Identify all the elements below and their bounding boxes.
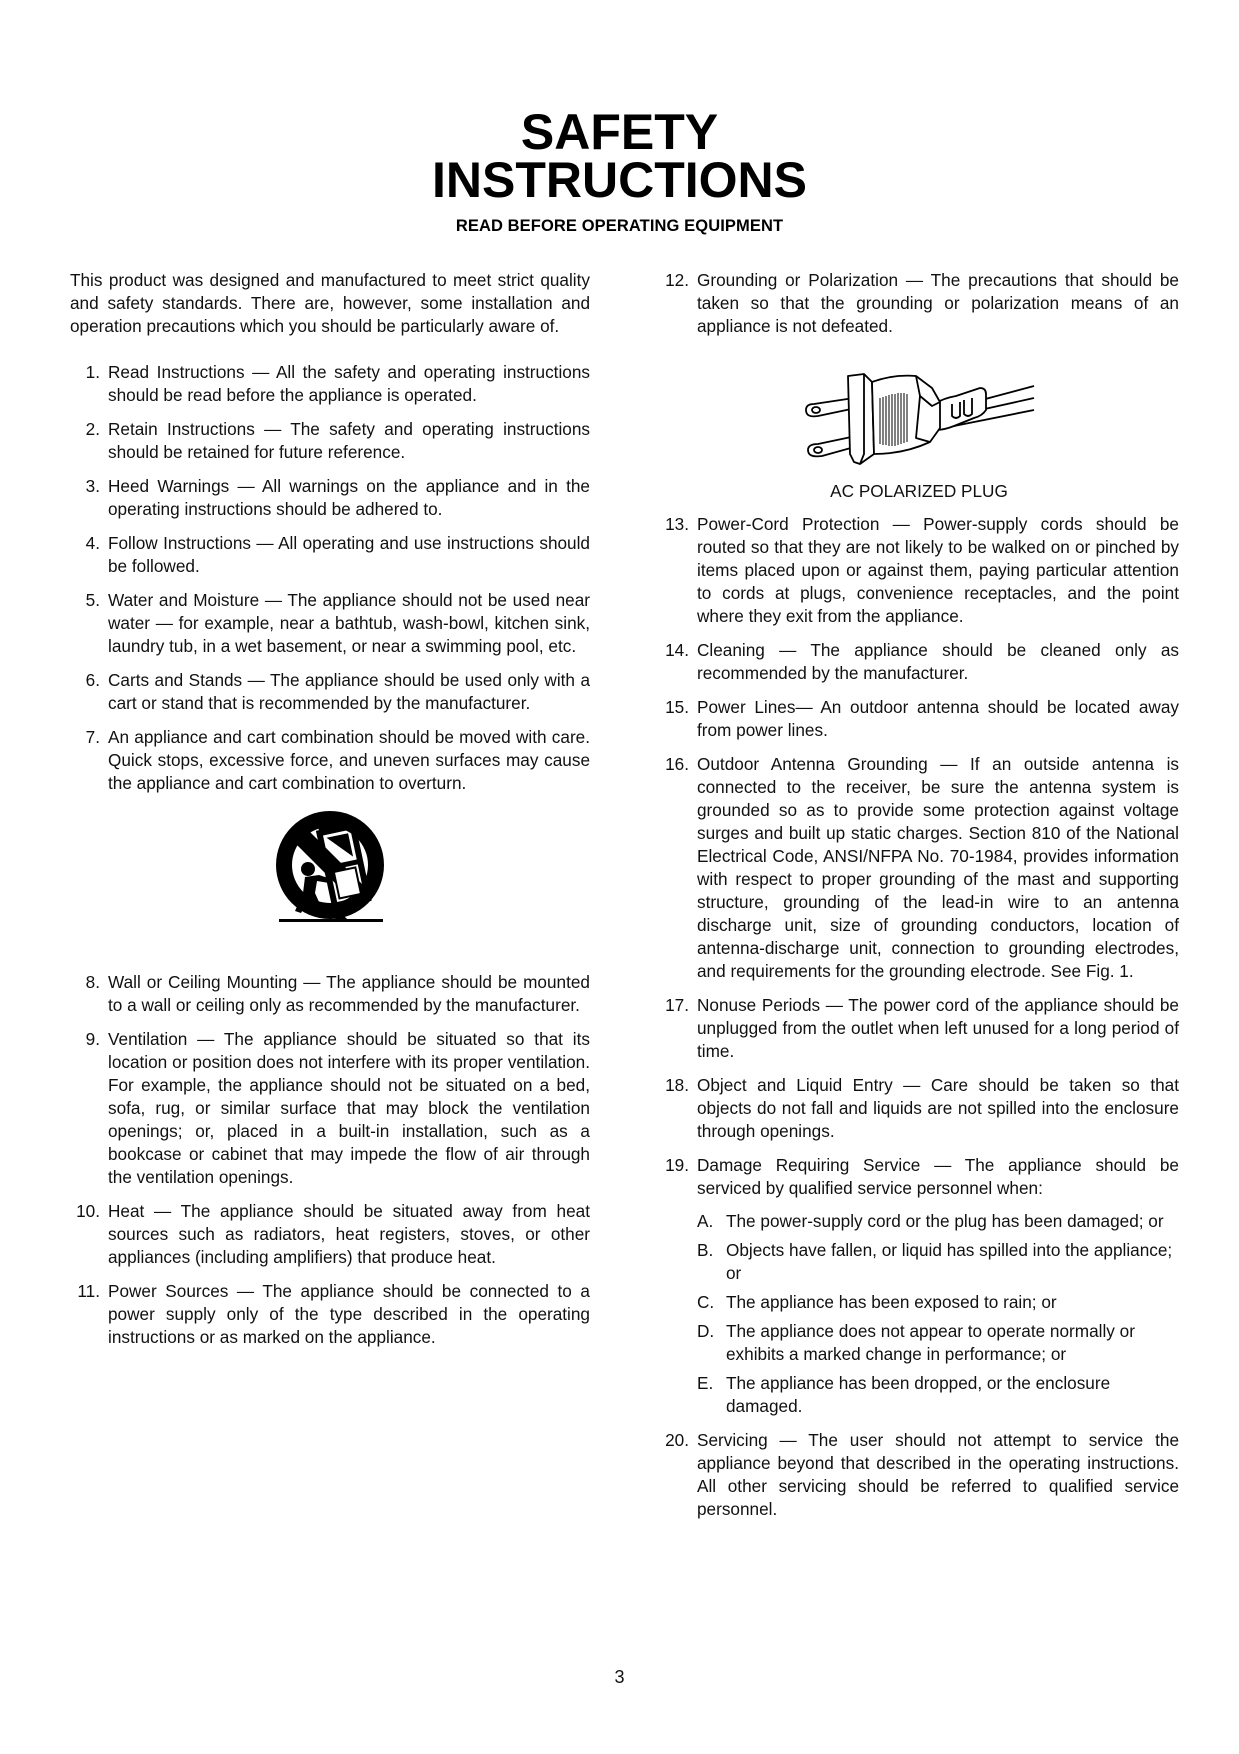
item-number: 16. xyxy=(665,754,689,774)
list-item xyxy=(70,532,590,578)
list-item xyxy=(70,589,590,658)
ac-polarized-plug-illustration xyxy=(794,358,1044,470)
page-header xyxy=(0,104,1239,236)
item-number: 4. xyxy=(85,533,100,553)
intro-paragraph: This product was designed and manufactured to meet strict quality and safety standards. There are, however, some installation and operation precautions which you should be particularly aware of. xyxy=(70,270,590,336)
damage-conditions-list xyxy=(697,1210,1179,1418)
list-item xyxy=(659,696,1179,742)
sub-item-letter: A. xyxy=(697,1211,714,1231)
item-number: 6. xyxy=(85,670,100,690)
plug-figure xyxy=(659,358,1179,503)
item-text: Heat — The appliance should be situated away from heat sources such as radiators, heat registers, stoves, or other appliances (including amplifiers) that produce heat. xyxy=(108,1201,590,1267)
sub-item-text: The appliance does not appear to operate normally or exhibits a marked change in performance; or xyxy=(726,1321,1135,1364)
item-number: 1. xyxy=(85,362,100,382)
page-number: 3 xyxy=(614,1667,625,1687)
item-text: Grounding or Polarization — The precautions that should be taken so that the grounding or polarization means of an appliance is not defeated. xyxy=(697,270,1179,336)
right-column xyxy=(659,269,1179,1532)
item-number: 9. xyxy=(85,1029,100,1049)
item-text: Follow Instructions — All operating and use instructions should be followed. xyxy=(108,533,590,576)
list-item xyxy=(659,1429,1179,1521)
item-number: 12. xyxy=(665,270,689,290)
item-text: Nonuse Periods — The power cord of the appliance should be unplugged from the outlet when left unused for a long period of time. xyxy=(697,995,1179,1061)
sub-item-letter: B. xyxy=(697,1240,714,1260)
item-number: 10. xyxy=(76,1201,100,1221)
sub-list-item xyxy=(697,1372,1179,1418)
list-item xyxy=(70,475,590,521)
sub-item-letter: E. xyxy=(697,1373,714,1393)
item-text: Power Lines— An outdoor antenna should be located away from power lines. xyxy=(697,697,1179,740)
list-item xyxy=(70,1200,590,1269)
list-item xyxy=(659,1074,1179,1143)
list-item xyxy=(70,971,590,1017)
item-number: 14. xyxy=(665,640,689,660)
plug-caption: AC POLARIZED PLUG xyxy=(830,481,1008,501)
sub-item-letter: C. xyxy=(697,1292,715,1312)
item-text: Power-Cord Protection — Power-supply cords should be routed so that they are not likely to be walked on or pinched by items placed upon or against them, paying particular attention to cords at plugs, convenience receptacles, and the point where they exit from the appliance. xyxy=(697,514,1179,626)
item-text: Heed Warnings — All warnings on the appliance and in the operating instructions should be adhered to. xyxy=(108,476,590,519)
list-item xyxy=(70,1280,590,1349)
item-number: 15. xyxy=(665,697,689,717)
left-column xyxy=(70,269,590,1360)
item-number: 17. xyxy=(665,995,689,1015)
item-number: 18. xyxy=(665,1075,689,1095)
item-number: 3. xyxy=(85,476,100,496)
page-title-line1: SAFETY xyxy=(520,104,719,160)
list-item xyxy=(70,418,590,464)
item-text: Wall or Ceiling Mounting — The appliance should be mounted to a wall or ceiling only as recommended by the manufacturer. xyxy=(108,972,590,1015)
item-number: 8. xyxy=(85,972,100,992)
item-text: Outdoor Antenna Grounding — If an outside antenna is connected to the receiver, be sure the antenna system is grounded so as to provide some protection against voltage surges and built up static charges. Section 810 of the National Electrical Code, ANSI/NFPA No. 70-1984, provides information with respect to proper grounding of the mast and supporting structure, grounding of the lead-in wire to an antenna discharge unit, size of grounding conductors, location of antenna-discharge unit, connection to grounding electrodes, and requirements for the grounding electrode. See Fig. 1. xyxy=(697,754,1179,981)
sub-item-text: The power-supply cord or the plug has been damaged; or xyxy=(726,1211,1164,1231)
cart-tip-over-warning-icon xyxy=(265,807,395,931)
item-number: 5. xyxy=(85,590,100,610)
item-text: Object and Liquid Entry — Care should be taken so that objects do not fall and liquids are not spilled into the enclosure through openings. xyxy=(697,1075,1179,1141)
item-number: 7. xyxy=(85,727,100,747)
cart-figure xyxy=(70,807,590,931)
item-number: 20. xyxy=(665,1430,689,1450)
item-text: Servicing — The user should not attempt to service the appliance beyond that described in the operating instructions. All other servicing should be referred to qualified service personnel. xyxy=(697,1430,1179,1519)
list-item xyxy=(70,726,590,795)
sub-item-text: The appliance has been dropped, or the enclosure damaged. xyxy=(726,1373,1111,1416)
item-number: 13. xyxy=(665,514,689,534)
item-text: Power Sources — The appliance should be connected to a power supply only of the type described in the operating instructions or as marked on the appliance. xyxy=(108,1281,590,1347)
item-text: An appliance and cart combination should be moved with care. Quick stops, excessive force, and uneven surfaces may cause the appliance and cart combination to overturn. xyxy=(108,727,590,793)
item-text: Damage Requiring Service — The appliance should be serviced by qualified service personnel when: xyxy=(697,1155,1179,1198)
item-text: Water and Moisture — The appliance should not be used near water — for example, near a bathtub, wash-bowl, kitchen sink, laundry tub, in a wet basement, or near a swimming pool, etc. xyxy=(108,590,590,656)
sub-list-item xyxy=(697,1210,1179,1233)
item-text: Cleaning — The appliance should be cleaned only as recommended by the manufacturer. xyxy=(697,640,1179,683)
list-item xyxy=(659,639,1179,685)
list-item xyxy=(70,361,590,407)
page-title-line2: INSTRUCTIONS xyxy=(432,152,807,208)
list-item xyxy=(659,269,1179,338)
item-text: Carts and Stands — The appliance should be used only with a cart or stand that is recommended by the manufacturer. xyxy=(108,670,590,713)
list-item xyxy=(659,513,1179,628)
list-item xyxy=(659,1154,1179,1418)
list-item xyxy=(659,753,1179,983)
item-number: 2. xyxy=(85,419,100,439)
item-text: Retain Instructions — The safety and operating instructions should be retained for future reference. xyxy=(108,419,590,462)
list-item xyxy=(70,1028,590,1189)
page-subtitle: READ BEFORE OPERATING EQUIPMENT xyxy=(455,217,784,235)
item-text: Ventilation — The appliance should be situated so that its location or position does not interfere with its proper ventilation. For example, the appliance should not be situated on a bed, sofa, rug, or similar surface that may block the ventilation openings; or, placed in a built-in installation, such as a bookcase or cabinet that may impede the flow of air through the ventilation openings. xyxy=(108,1029,590,1187)
list-item xyxy=(70,669,590,715)
sub-item-text: Objects have fallen, or liquid has spilled into the appliance; or xyxy=(726,1240,1173,1283)
sub-item-letter: D. xyxy=(697,1321,715,1341)
sub-list-item xyxy=(697,1320,1179,1366)
sub-list-item xyxy=(697,1239,1179,1285)
item-number: 19. xyxy=(665,1155,689,1175)
item-number: 11. xyxy=(77,1281,100,1301)
sub-list-item xyxy=(697,1291,1179,1314)
list-item xyxy=(659,994,1179,1063)
item-text: Read Instructions — All the safety and operating instructions should be read before the appliance is operated. xyxy=(108,362,590,405)
sub-item-text: The appliance has been exposed to rain; or xyxy=(726,1292,1057,1312)
